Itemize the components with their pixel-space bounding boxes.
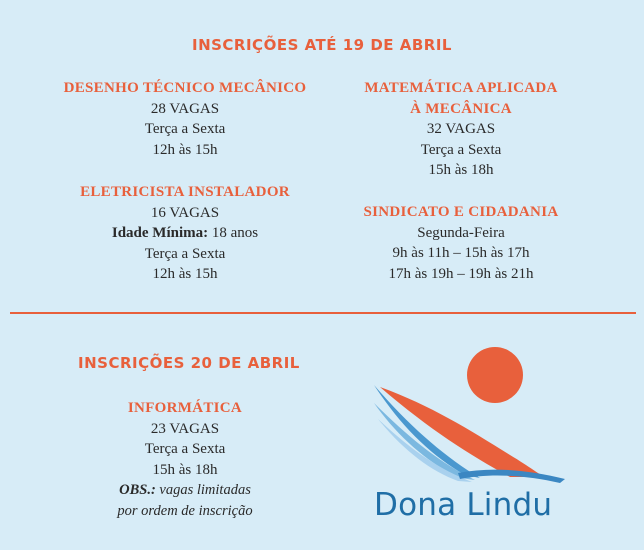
heading-inscricoes-19-abril: INSCRIÇÕES ATÉ 19 DE ABRIL (191, 36, 452, 54)
course-title: INFORMÁTICA (127, 400, 243, 416)
course-vagas: 23 VAGAS (150, 420, 220, 437)
heading-inscricoes-20-abril: INSCRIÇÕES 20 DE ABRIL (78, 354, 300, 372)
course-obs-2: por ordem de inscrição (117, 502, 253, 519)
course-vagas: 32 VAGAS (426, 121, 496, 137)
obs-text: vagas limitadas (155, 482, 251, 498)
course-hours: 12h às 15h (152, 141, 218, 158)
logo-text: Dona Lindu (374, 487, 553, 523)
course-matematica (316, 78, 606, 181)
course-eletricista (40, 182, 330, 285)
age-value: 18 anos (208, 225, 259, 241)
course-desenho-tecnico (40, 78, 330, 160)
logo-head (467, 347, 523, 403)
course-days: Terça a Sexta (144, 441, 226, 457)
course-days: Terça a Sexta (144, 121, 226, 137)
course-days: Segunda-Feira (417, 224, 505, 241)
course-informatica (40, 398, 330, 521)
course-hours-1: 9h às 11h – 15h às 17h (392, 245, 530, 261)
course-sindicato (316, 202, 606, 284)
course-hours: 15h às 18h (428, 162, 494, 178)
course-age (40, 223, 330, 244)
course-days: Terça a Sexta (420, 141, 502, 158)
course-vagas: 28 VAGAS (150, 100, 220, 117)
course-title-line2: À MECÂNICA (410, 100, 512, 117)
course-title: ELETRICISTA INSTALADOR (80, 184, 290, 200)
obs-label: OBS.: (119, 482, 156, 498)
course-hours: 15h às 18h (152, 461, 218, 478)
course-title-line1: MATEMÁTICA APLICADA (364, 80, 558, 96)
section-divider (10, 312, 636, 314)
course-obs (40, 480, 330, 501)
course-title: DESENHO TÉCNICO MECÂNICO (63, 80, 307, 96)
course-title: SINDICATO E CIDADANIA (363, 204, 559, 220)
course-days: Terça a Sexta (144, 245, 226, 262)
course-hours: 12h às 15h (152, 266, 218, 282)
course-hours-2: 17h às 19h – 19h às 21h (388, 265, 534, 282)
course-vagas: 16 VAGAS (150, 204, 220, 221)
age-label: Idade Mínima: (111, 225, 209, 241)
